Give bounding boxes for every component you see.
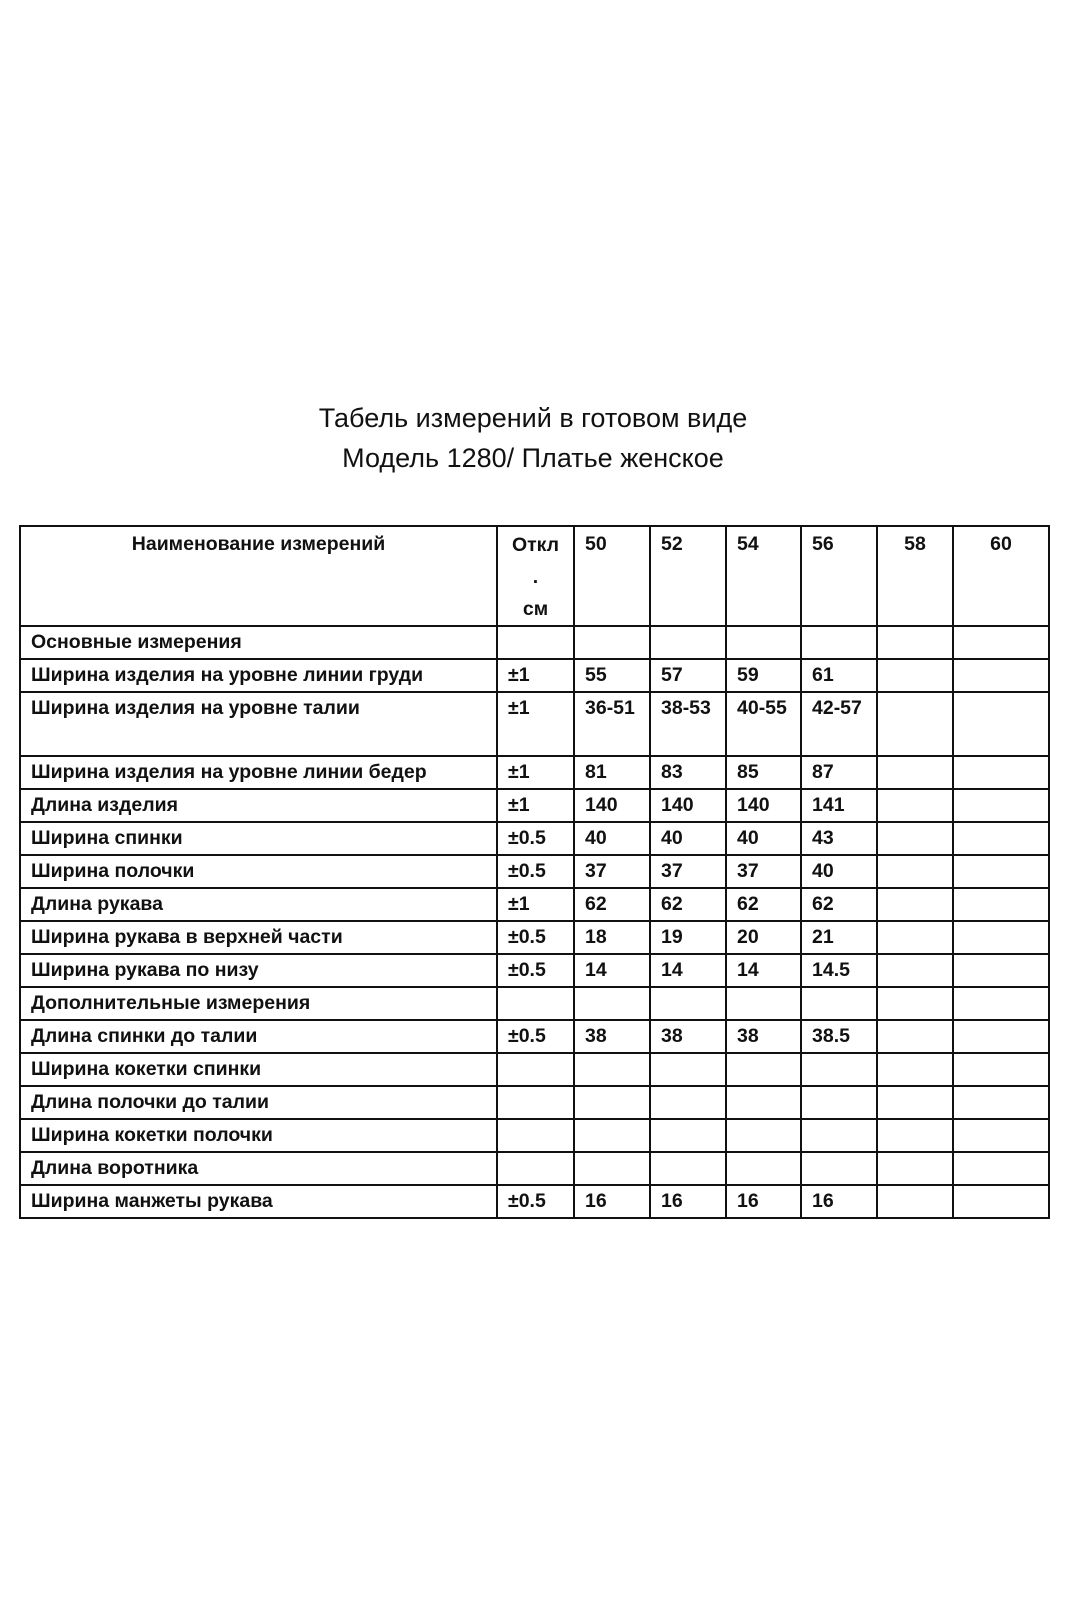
row-value (877, 822, 953, 855)
row-name: Дополнительные измерения (20, 987, 497, 1020)
row-value: 40 (650, 822, 726, 855)
row-value: 38.5 (801, 1020, 877, 1053)
row-name: Ширина изделия на уровне талии (20, 692, 497, 756)
title-line-2: Модель 1280/ Платье женское (342, 443, 724, 473)
row-value (877, 1020, 953, 1053)
row-value: 16 (726, 1185, 801, 1218)
table-row (20, 1086, 1049, 1119)
row-tolerance: ±0.5 (497, 822, 574, 855)
measurements-table (19, 525, 1050, 1219)
row-value (877, 789, 953, 822)
row-name: Длина спинки до талии (20, 1020, 497, 1053)
header-tolerance-line-2: . (532, 566, 539, 588)
table-row (20, 855, 1049, 888)
row-name: Ширина рукава в верхней части (20, 921, 497, 954)
row-value: 37 (726, 855, 801, 888)
table-row (20, 888, 1049, 921)
row-tolerance (497, 1086, 574, 1119)
row-value (953, 855, 1049, 888)
row-tolerance (497, 1119, 574, 1152)
row-value (726, 987, 801, 1020)
row-value (726, 1053, 801, 1086)
row-name: Ширина спинки (20, 822, 497, 855)
title-line-1: Табель измерений в готовом виде (318, 403, 748, 433)
table-row (20, 692, 1049, 756)
row-value (574, 987, 650, 1020)
row-value (650, 987, 726, 1020)
table-row (20, 954, 1049, 987)
table-row (20, 1119, 1049, 1152)
row-tolerance: ±1 (497, 789, 574, 822)
row-value: 141 (801, 789, 877, 822)
row-name: Основные измерения (20, 626, 497, 659)
row-value (650, 1152, 726, 1185)
table-row (20, 1152, 1049, 1185)
row-value (877, 1119, 953, 1152)
header-tolerance-line-3: см (522, 598, 549, 620)
row-tolerance: ±0.5 (497, 954, 574, 987)
row-value (877, 954, 953, 987)
table-row (20, 987, 1049, 1020)
row-value: 16 (801, 1185, 877, 1218)
row-tolerance: ±0.5 (497, 1185, 574, 1218)
row-value (953, 1119, 1049, 1152)
header-tolerance-line-1: Откл (511, 534, 560, 556)
header-name: Наименование измерений (20, 526, 497, 626)
row-value (877, 692, 953, 756)
row-name: Ширина изделия на уровне линии бедер (20, 756, 497, 789)
row-value: 37 (574, 855, 650, 888)
table-row (20, 1020, 1049, 1053)
row-value (801, 1053, 877, 1086)
row-value (877, 659, 953, 692)
row-value (953, 1086, 1049, 1119)
row-tolerance: ±0.5 (497, 921, 574, 954)
row-value: 87 (801, 756, 877, 789)
header-tolerance (497, 526, 574, 626)
row-value (877, 1185, 953, 1218)
row-value (650, 1119, 726, 1152)
row-value (877, 626, 953, 659)
row-value (877, 987, 953, 1020)
table-row (20, 659, 1049, 692)
row-value (953, 1053, 1049, 1086)
row-value: 14 (726, 954, 801, 987)
row-value: 40 (801, 855, 877, 888)
row-value (650, 626, 726, 659)
row-value (801, 1152, 877, 1185)
row-value (877, 888, 953, 921)
row-value (877, 1086, 953, 1119)
row-value: 36-51 (574, 692, 650, 756)
row-value: 21 (801, 921, 877, 954)
table-row (20, 1053, 1049, 1086)
row-value (953, 1020, 1049, 1053)
row-value (877, 855, 953, 888)
row-value (953, 789, 1049, 822)
row-value: 81 (574, 756, 650, 789)
row-value (953, 659, 1049, 692)
table-row (20, 789, 1049, 822)
row-name: Длина воротника (20, 1152, 497, 1185)
row-value: 14 (650, 954, 726, 987)
row-value: 38 (726, 1020, 801, 1053)
row-value: 14.5 (801, 954, 877, 987)
row-value: 40 (574, 822, 650, 855)
row-name: Длина изделия (20, 789, 497, 822)
table-row (20, 921, 1049, 954)
row-value (650, 1053, 726, 1086)
row-value (726, 626, 801, 659)
row-name: Ширина кокетки полочки (20, 1119, 497, 1152)
row-value: 38 (574, 1020, 650, 1053)
row-tolerance: ±1 (497, 692, 574, 756)
row-value (877, 1152, 953, 1185)
row-name: Ширина рукава по низу (20, 954, 497, 987)
row-value (953, 692, 1049, 756)
row-value: 37 (650, 855, 726, 888)
table-row (20, 626, 1049, 659)
row-value (953, 756, 1049, 789)
row-tolerance: ±1 (497, 659, 574, 692)
row-value: 16 (650, 1185, 726, 1218)
row-value: 19 (650, 921, 726, 954)
row-tolerance (497, 1053, 574, 1086)
row-name: Ширина изделия на уровне линии груди (20, 659, 497, 692)
row-value: 55 (574, 659, 650, 692)
header-size: 58 (877, 526, 953, 626)
row-value (726, 1119, 801, 1152)
header-size: 52 (650, 526, 726, 626)
row-value: 38-53 (650, 692, 726, 756)
row-value: 62 (574, 888, 650, 921)
row-tolerance: ±1 (497, 888, 574, 921)
row-value (574, 1086, 650, 1119)
row-name: Ширина манжеты рукава (20, 1185, 497, 1218)
row-value (574, 1119, 650, 1152)
row-value (801, 1086, 877, 1119)
header-size: 60 (953, 526, 1049, 626)
row-value: 62 (726, 888, 801, 921)
row-value: 140 (574, 789, 650, 822)
row-value (953, 822, 1049, 855)
row-value: 42-57 (801, 692, 877, 756)
row-value (877, 1053, 953, 1086)
row-value (650, 1086, 726, 1119)
row-value: 83 (650, 756, 726, 789)
row-tolerance (497, 987, 574, 1020)
row-value: 62 (650, 888, 726, 921)
row-value: 40-55 (726, 692, 801, 756)
row-value: 43 (801, 822, 877, 855)
row-value: 14 (574, 954, 650, 987)
row-value: 38 (650, 1020, 726, 1053)
row-tolerance: ±0.5 (497, 855, 574, 888)
row-value: 20 (726, 921, 801, 954)
table-row (20, 1185, 1049, 1218)
row-value: 140 (726, 789, 801, 822)
row-value (953, 1152, 1049, 1185)
row-value (801, 626, 877, 659)
row-value (574, 626, 650, 659)
row-value (877, 921, 953, 954)
row-value (953, 954, 1049, 987)
row-value (953, 1185, 1049, 1218)
row-name: Длина рукава (20, 888, 497, 921)
row-name: Ширина полочки (20, 855, 497, 888)
row-value: 57 (650, 659, 726, 692)
document-title (0, 398, 1066, 478)
row-value (574, 1053, 650, 1086)
row-value (953, 921, 1049, 954)
row-value (801, 987, 877, 1020)
row-value: 40 (726, 822, 801, 855)
header-size: 50 (574, 526, 650, 626)
row-value: 16 (574, 1185, 650, 1218)
row-tolerance: ±1 (497, 756, 574, 789)
header-size: 56 (801, 526, 877, 626)
table-row (20, 756, 1049, 789)
row-tolerance (497, 626, 574, 659)
table-row (20, 822, 1049, 855)
table-header-row (20, 526, 1049, 626)
row-value: 140 (650, 789, 726, 822)
row-value (953, 626, 1049, 659)
row-value (801, 1119, 877, 1152)
row-tolerance (497, 1152, 574, 1185)
row-name: Ширина кокетки спинки (20, 1053, 497, 1086)
row-value: 18 (574, 921, 650, 954)
row-value: 62 (801, 888, 877, 921)
row-tolerance: ±0.5 (497, 1020, 574, 1053)
row-value: 59 (726, 659, 801, 692)
row-value (953, 888, 1049, 921)
row-value: 61 (801, 659, 877, 692)
row-value (726, 1086, 801, 1119)
row-value (726, 1152, 801, 1185)
row-value (877, 756, 953, 789)
row-name: Длина полочки до талии (20, 1086, 497, 1119)
row-value (574, 1152, 650, 1185)
row-value (953, 987, 1049, 1020)
row-value: 85 (726, 756, 801, 789)
header-size: 54 (726, 526, 801, 626)
